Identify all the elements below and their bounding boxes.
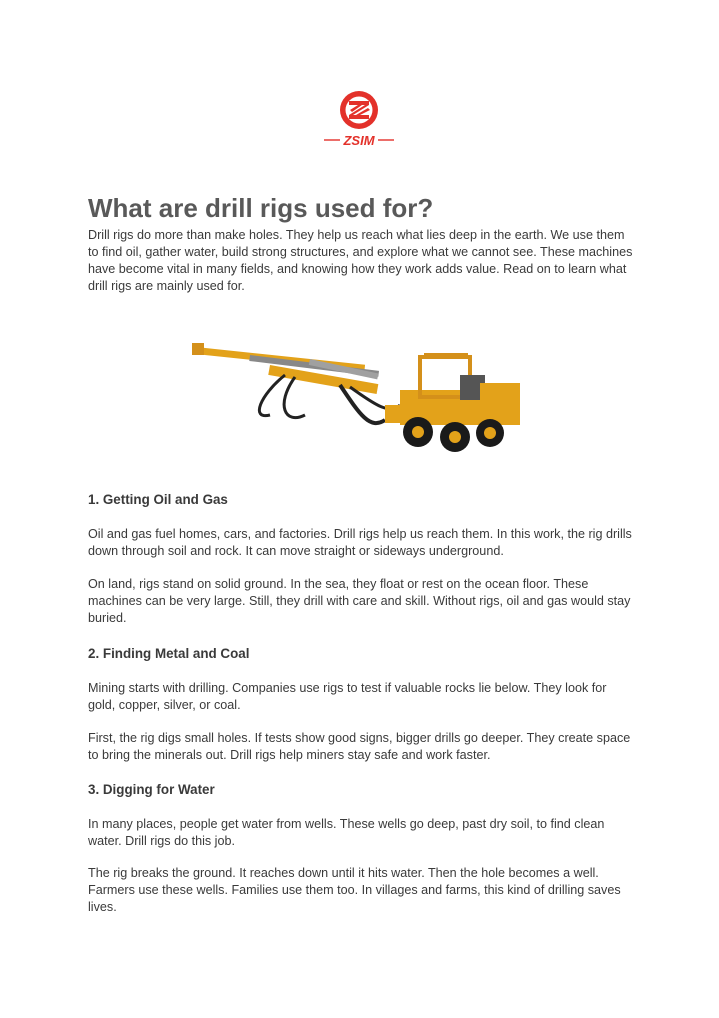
section-paragraph: Oil and gas fuel homes, cars, and factories. Drill rigs help us reach them. In this work, the rig drills down through soil and rock. It can move straight or sideways underground. <box>88 527 632 558</box>
section-paragraph-block <box>88 865 633 916</box>
zsim-logo <box>322 88 396 152</box>
section-heading: 3. Digging for Water <box>88 782 215 797</box>
section-paragraph-block <box>88 576 633 627</box>
article-title: What are drill rigs used for? <box>88 193 434 223</box>
section-paragraph-block <box>88 730 633 764</box>
section-heading: 2. Finding Metal and Coal <box>88 646 250 661</box>
intro-paragraph: Drill rigs do more than make holes. They help us reach what lies deep in the earth. We use them to find oil, gather water, build strong structures, and explore what we cannot see. These machines have become vital in many fields, and knowing how they work adds value. Read on to learn what drill rigs are mainly used for. <box>88 228 633 293</box>
section-paragraph: In many places, people get water from wells. These wells go deep, past dry soil, to find clean water. Drill rigs do this job. <box>88 817 605 848</box>
section-paragraph-block <box>88 816 633 850</box>
section-paragraph-block <box>88 526 633 560</box>
section-oil-gas <box>88 492 633 507</box>
logo-text: ZSIM <box>343 133 375 148</box>
section-paragraph: The rig breaks the ground. It reaches down until it hits water. Then the hole becomes a well. Farmers use these wells. Families use them too. In villages and farms, this kind of drilling saves lives. <box>88 866 621 914</box>
section-paragraph: First, the rig digs small holes. If tests show good signs, bigger drills go deeper. They create space to bring the minerals out. Drill rigs help miners stay safe and work faster. <box>88 731 631 762</box>
section-paragraph: On land, rigs stand on solid ground. In the sea, they float or rest on the ocean floor. These machines can be very large. Still, they drill with care and skill. Without rigs, oil and gas would stay buried. <box>88 577 631 625</box>
section-heading: 1. Getting Oil and Gas <box>88 492 228 507</box>
section-metal-coal <box>88 646 633 661</box>
drill-rig-image <box>190 335 524 457</box>
intro-block <box>88 227 633 295</box>
section-water <box>88 782 633 797</box>
section-paragraph: Mining starts with drilling. Companies use rigs to test if valuable rocks lie below. They look for gold, copper, silver, or coal. <box>88 681 607 712</box>
section-paragraph-block <box>88 680 633 714</box>
